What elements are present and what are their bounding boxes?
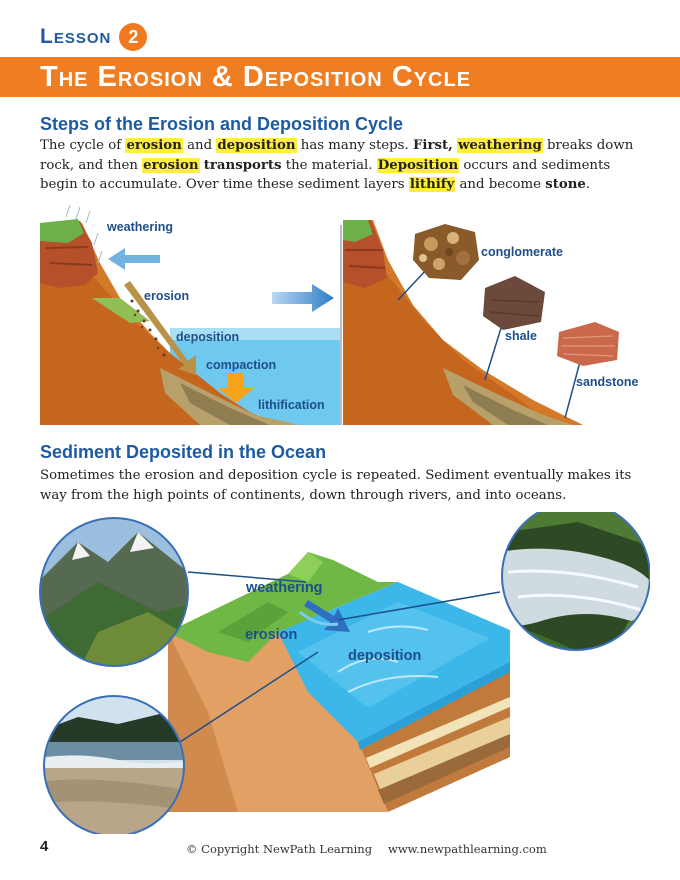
bold-term: First, bbox=[412, 138, 453, 153]
text-run: and become bbox=[455, 177, 546, 192]
next-step-arrow-icon bbox=[272, 284, 334, 312]
label-erosion: erosion bbox=[144, 289, 190, 303]
label-weathering: weathering bbox=[107, 220, 173, 234]
text-run: The cycle of bbox=[40, 138, 126, 153]
sandstone-rock bbox=[557, 322, 619, 366]
erosion-cycle-diagram bbox=[40, 203, 340, 425]
label-conglomerate: conglomerate bbox=[481, 245, 563, 259]
highlighted-term: Deposition bbox=[377, 157, 459, 173]
lesson-indicator bbox=[40, 22, 147, 52]
website-link[interactable]: www.newpathlearning.com bbox=[388, 842, 547, 856]
text-run: the material. bbox=[281, 157, 377, 173]
text-run: has many steps. bbox=[296, 138, 413, 153]
page-number: 4 bbox=[40, 838, 49, 855]
label-shale: shale bbox=[505, 329, 537, 343]
label-ocean-weathering: weathering bbox=[246, 580, 323, 596]
river-photo bbox=[498, 512, 650, 662]
section-heading-steps: Steps of the Erosion and Deposition Cycle bbox=[40, 114, 404, 134]
label-compaction: compaction bbox=[206, 358, 277, 372]
bold-term: stone bbox=[545, 177, 586, 192]
lesson-label: Lesson bbox=[40, 25, 112, 48]
highlighted-term: erosion bbox=[126, 138, 182, 153]
ocean-deposition-diagram bbox=[38, 512, 650, 834]
bold-term: transports bbox=[203, 157, 282, 173]
highlighted-term: weathering bbox=[457, 138, 542, 153]
diagram-divider bbox=[340, 225, 342, 425]
section-heading-ocean: Sediment Deposited in the Ocean bbox=[40, 442, 327, 462]
text-run: breaks down rock, and then bbox=[40, 138, 634, 173]
highlighted-term: deposition bbox=[217, 138, 296, 153]
steps-paragraph bbox=[40, 136, 650, 195]
label-ocean-erosion: erosion bbox=[245, 627, 298, 643]
text-run: occurs and sediments begin to accumulate. Over time these sediment layers bbox=[40, 157, 611, 192]
highlighted-term: lithify bbox=[409, 177, 455, 192]
label-sandstone: sandstone bbox=[576, 375, 639, 389]
lesson-number-badge: 2 bbox=[119, 23, 147, 51]
text-run: . bbox=[585, 177, 591, 192]
conglomerate-rock bbox=[413, 224, 479, 280]
text-run: and bbox=[182, 138, 217, 153]
highlighted-term: erosion bbox=[143, 157, 199, 173]
label-lithification: lithification bbox=[258, 398, 325, 412]
page-title: The Erosion & Deposition Cycle bbox=[40, 61, 472, 93]
ocean-paragraph: Sometimes the erosion and deposition cycle is repeated. Sediment eventually makes its way from the high points of continents, down through rivers, and into oceans. bbox=[40, 468, 632, 503]
shale-rock bbox=[483, 276, 545, 330]
copyright-text: © Copyright NewPath Learning bbox=[186, 842, 373, 856]
label-ocean-deposition: deposition bbox=[348, 648, 422, 664]
label-deposition: deposition bbox=[176, 330, 240, 344]
